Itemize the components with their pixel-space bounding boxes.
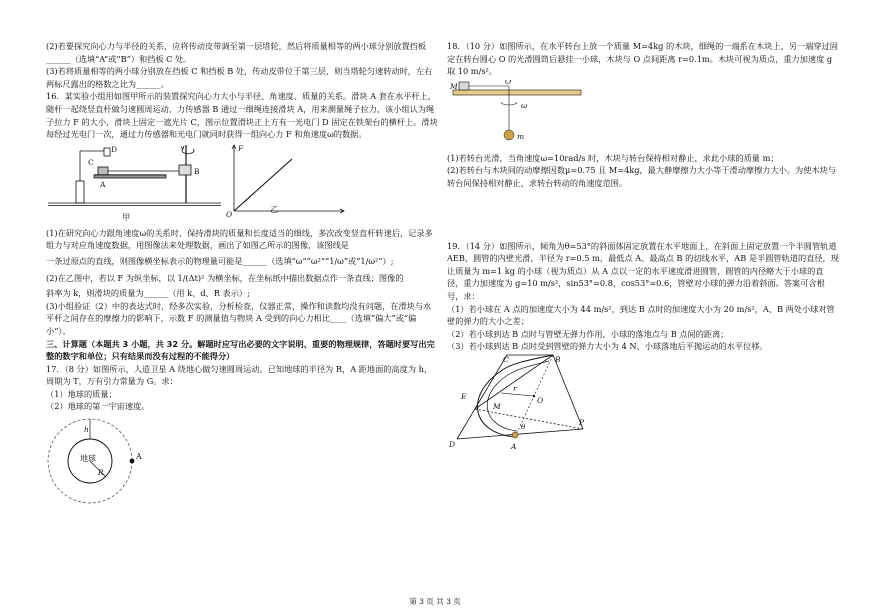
incline-tube-figure [449, 353, 589, 453]
ball-m [504, 130, 514, 140]
label-A: A [100, 179, 106, 189]
fig19-label-C: C [503, 354, 509, 364]
fig19-label-A: A [511, 441, 517, 451]
figure-captions [46, 203, 438, 227]
earth-satellite-figure [46, 415, 186, 511]
force-graph [232, 145, 344, 213]
fig18-label-m: m [517, 131, 525, 141]
fig19-label-O: O [537, 395, 544, 405]
caption-jia: 甲 [122, 211, 131, 222]
fig18-label-O: O [505, 79, 512, 86]
earth-label: 地球 [80, 454, 96, 464]
q16-part2a: (2)在乙图中，若以 F 为纵坐标，以 1/(Δt)² 为横坐标，在坐标纸中描出数据点作一条直线；图像的 [46, 272, 404, 283]
label-B: B [194, 166, 200, 176]
fig19-label-theta: θ [521, 422, 526, 431]
q16-part1a: (1)在研究向心力跟角速度ω的关系时，保持滑块的质量和长度适当的细线，多次改变竖直杆转速后，记录多组力与对应角速度数据，用图像法来处理数据，画出了如图乙所示的图像，该图线是 [46, 227, 433, 251]
A-label: A [136, 452, 142, 462]
q19-part2: （2）若小球到达 B 点时与管壁无弹力作用，小球的落地点与 B 点间的距离； [447, 328, 729, 339]
label-F: F [238, 143, 244, 153]
q16-part3: (3)小组验证（2）中的表达式时，经多次实验，分析检查，仪器正常，操作和读数均没有问题，在滑块与水平杆之间存在的摩擦力的影响下，示数 F 的测量值与物块 A 受到的向心力相比____（选填“偏大”或“偏小”）。 [46, 300, 432, 336]
q15-part2: (2)若要探究向心力与半径的关系，应将传动皮带调至第一层塔轮，然后将质量相等的两小球分别放置挡板______（选填“A”或“B”）和挡板 C 处。 [46, 41, 427, 64]
fig19-label-D: D [449, 439, 456, 449]
caption-yi: 乙 [270, 203, 279, 214]
q17-part2: （2）地球的第一宇宙速度。 [46, 401, 150, 412]
fig19-label-B: B [555, 354, 561, 364]
q15-part3: (3)若将质量相等的两小球分别放在挡板 C 和挡板 B 处，传动皮带位于第三层，则当塔轮匀速转动时，左右两标尺露出的格数之比为______。 [46, 66, 433, 89]
fig19-label-E: E [461, 391, 467, 401]
right-column [447, 40, 839, 453]
turntable-figure [447, 80, 597, 150]
section-three-heading: 三、计算题（本题共 3 小题，共 32 分。解题时应写出必要的文字说明、重要的物理规律，答题时要写出完整的数字和单位；只有结果而没有过程的不能得分） [46, 338, 435, 362]
R-label: R [98, 468, 104, 478]
ball-at-A [512, 432, 518, 438]
center-O [533, 395, 535, 397]
q16-part1b: 一条过原点的直线，则图像横坐标表示的物理量可能是______（选填“ω”“ω²”“1/ω”或“1/ω²”）; [46, 255, 394, 266]
spacer [447, 190, 839, 240]
fig18-label-M: M [450, 81, 458, 91]
label-D: D [111, 144, 118, 154]
incline-outline [457, 355, 583, 439]
q16-figures [46, 141, 438, 217]
q19-part1: （1）若小球在 A 点的加速度大小为 44 m/s²，到达 B 点时的加速度大小为 20 m/s²，A、B 两处小球对管壁的弹力的大小之差； [447, 303, 835, 327]
page-footer: 第 3 页 共 3 页 [409, 597, 461, 606]
turntable [453, 90, 581, 95]
label-C: C [88, 157, 94, 167]
fig19-label-r: r [513, 383, 517, 393]
fig18-label-omega: ω [521, 100, 528, 110]
satellite-dot [130, 459, 135, 464]
q19-intro: 19．（14 分）如图所示，倾角为θ=53°的斜面体固定放置在水平地面上，在斜面上固定放置一个半圆管轨道 AEB，圆管的内壁光滑，半径为 r=0.5 m，最低点 A、最高点 B 的切线水平，AB 是半圆管轨道的直径，现让质量为 m=1 kg 的小球（视为质点）从 A 点以一定的水平速度滑进圆管，圆管的内径略大于小球的直径，重力加速度为 g=10 m/s²，sin53°=0.8，cos53°=0.6，管壁对小球的弹力沿着斜面。答案可含根号，求： [447, 240, 839, 301]
q18-part1: (1)若转台光滑，当角速度ω=10rad/s 时，木块与转台保持相对静止，求此小球的质量 m； [447, 152, 779, 163]
q16-intro: 16．某实验小组用如图甲所示的装置探究向心力大小与半径、角速度、质量的关系。滑块 A 套在水平杆上，随杆一起绕竖直杆做匀速圆周运动，力传感器 B 通过一细绳连接滑块 A，用来测量绳子拉力，该小组认为绳子拉力 F 的大小，滑块上固定一遮光片 C，图示位置滑块正上方有一光电门 D 固定在铁架台的横杆上。滑块每经过光电门一次，通过力传感器和光电门就同时获得一组向心力 F 和角速度ω的数据。 [46, 91, 438, 140]
q17-intro: 17．（8 分）如图所示，人造卫星 A 绕地心做匀速圆周运动。已知地球的半径为 R，A 距地面的高度为 h，周期为 T，万有引力常量为 G。求： [46, 363, 433, 387]
fig19-label-M: M [493, 401, 501, 411]
q16-part2b: 斜率为 k，则滑块的质量为______（用 k、d、R 表示）; [46, 288, 250, 299]
q18-part2: (2)若转台与木块间的动摩擦因数μ=0.75 且 M=4kg，最大静摩擦力大小等于滑动摩擦力大小。为使木块与转台间保持相对静止，求转台转动的角速度范围。 [447, 165, 836, 188]
q19-part3: （3）若小球到达 B 点时受到管壁的弹力大小为 4 N，小球落地后平抛运动的水平位移。 [447, 341, 768, 352]
h-label: h [84, 425, 89, 435]
q17-part1: （1）地球的质量； [46, 388, 117, 399]
fig19-label-P: P [579, 417, 585, 427]
block-M [459, 82, 469, 90]
q18-intro: 18．（10 分）如图所示，在水平转台上放一个质量 M=4kg 的木块，细绳的一端系在木块上，另一端穿过固定在转台圆心 O 的光滑圆筒后悬挂一小球，木块与 O 点间距离 r=0.1m。木块可视为质点，重力加速度 g 取 10 m/s²。 [447, 41, 838, 77]
label-O: O [226, 209, 233, 217]
radius-r [501, 393, 534, 396]
left-column [46, 40, 438, 511]
